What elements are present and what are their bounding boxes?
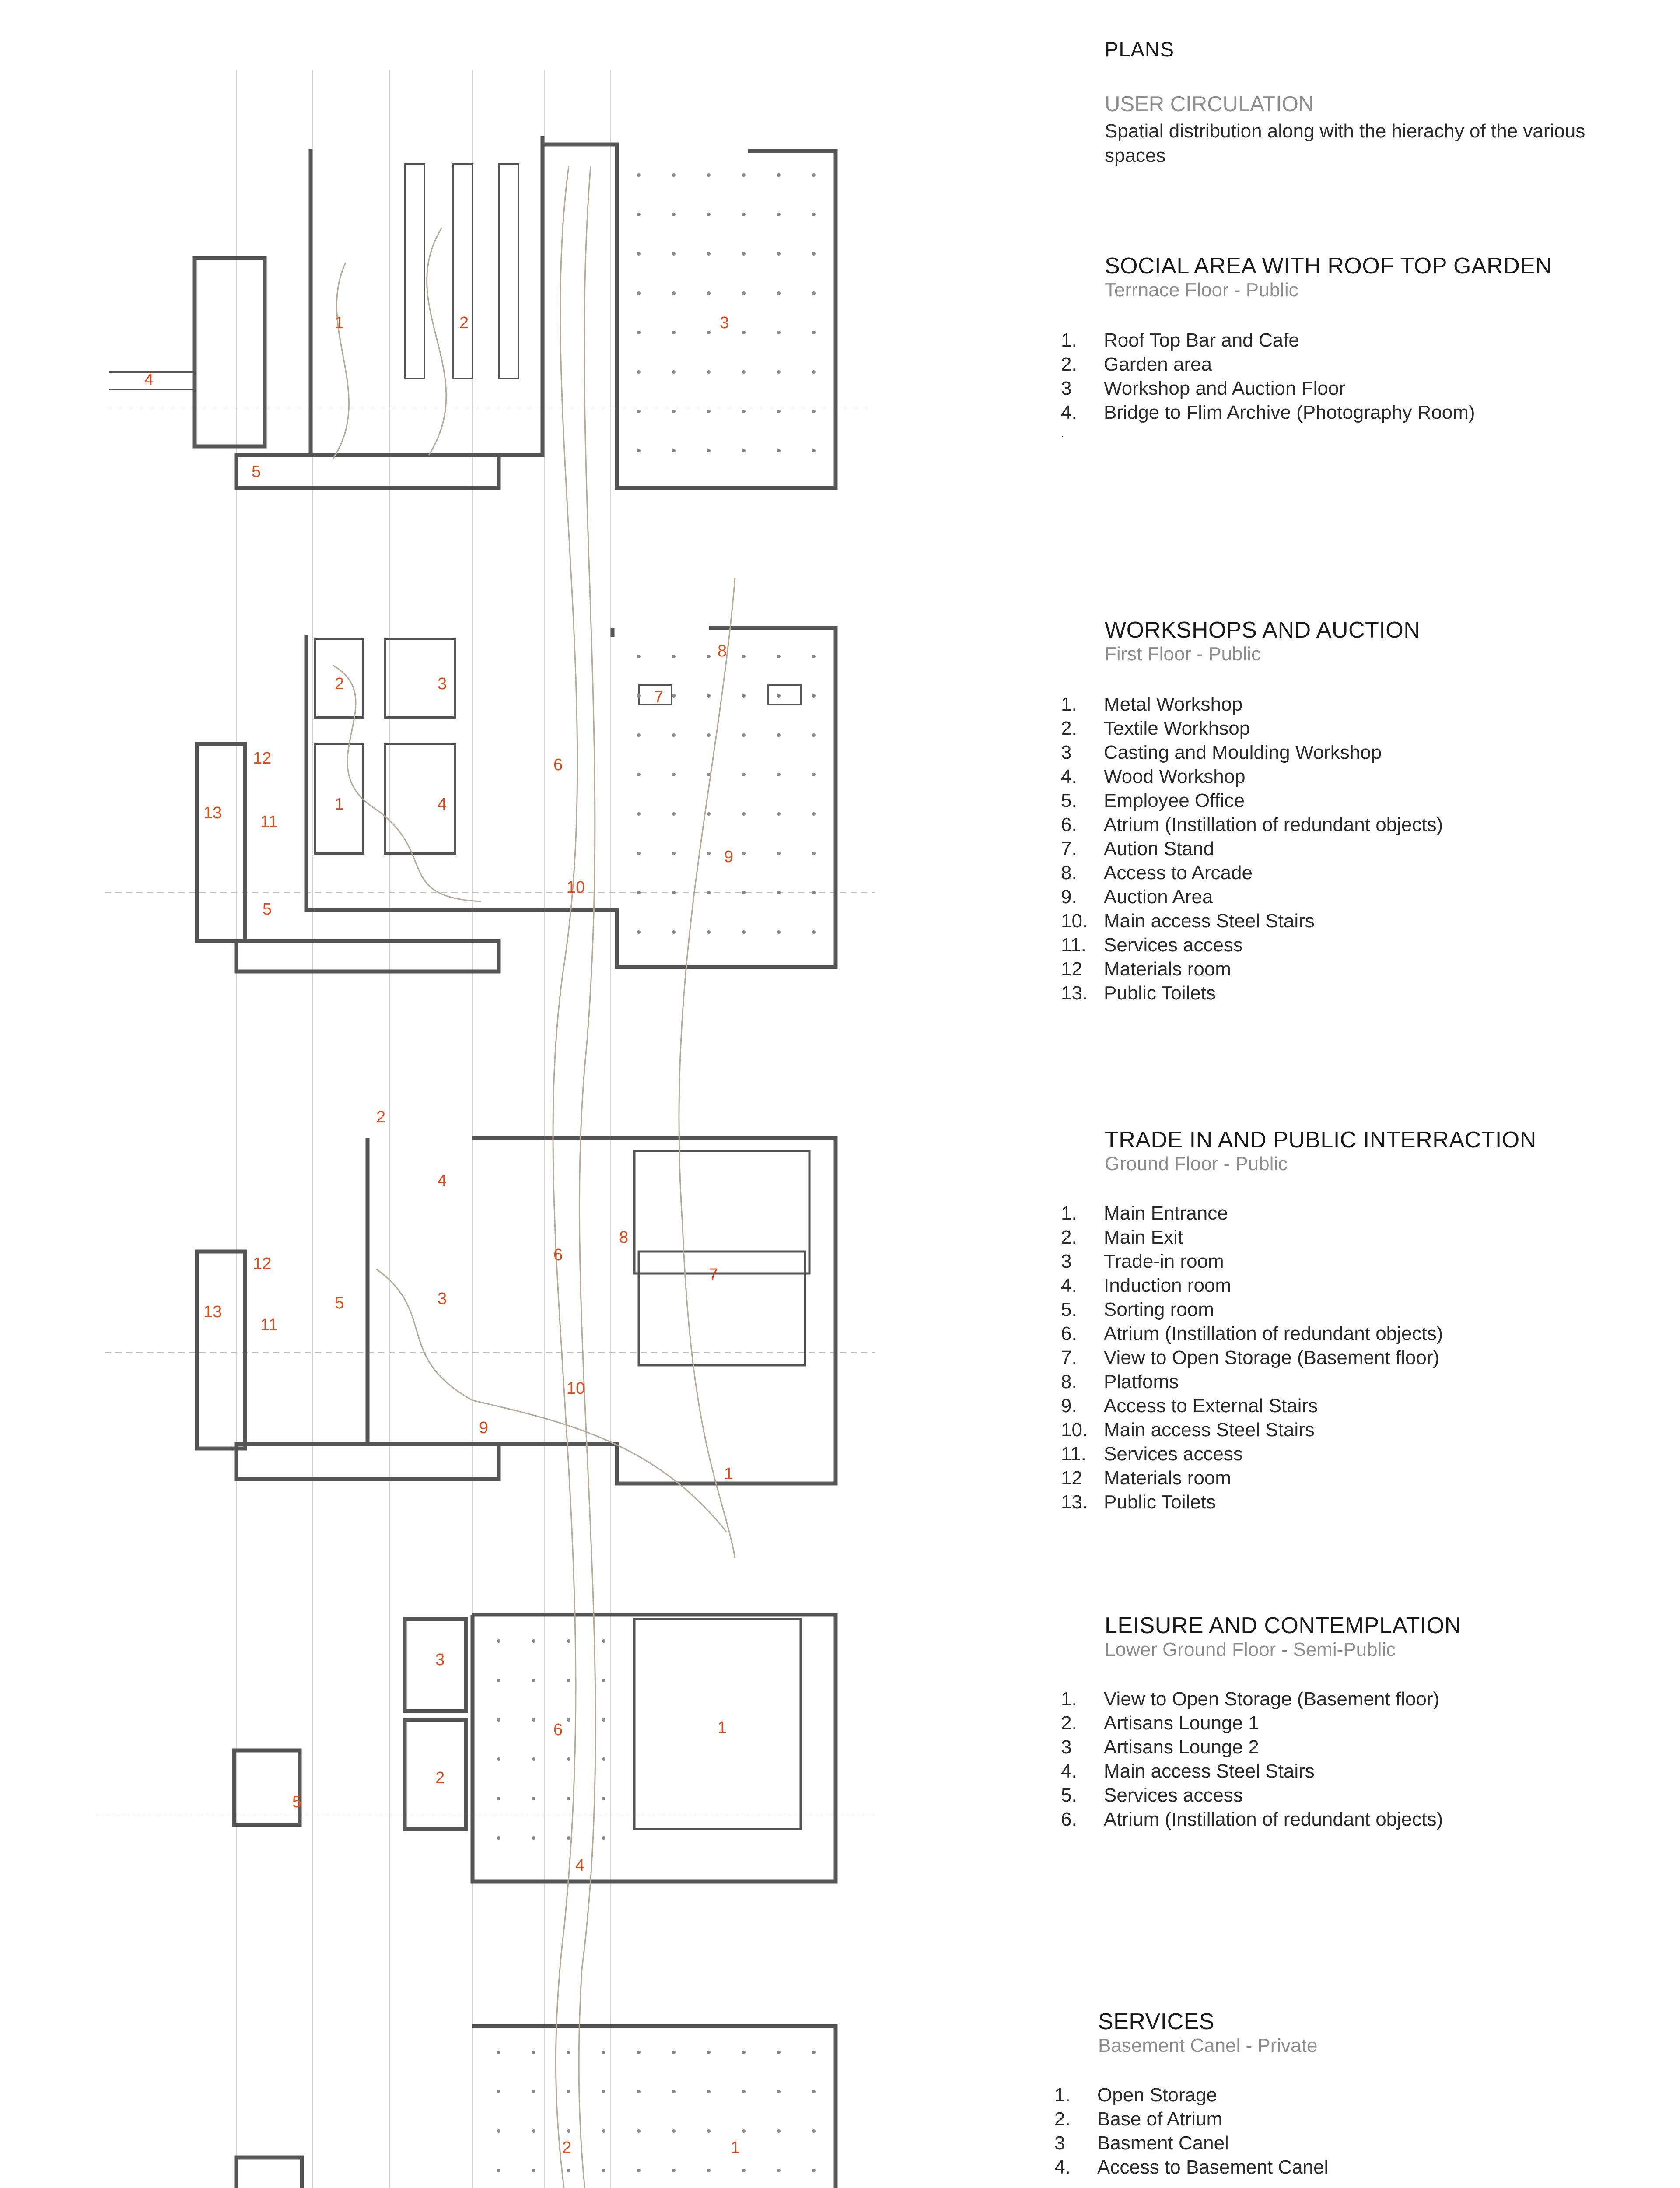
column-dot	[672, 930, 676, 934]
plan-label: 1	[335, 314, 344, 332]
plan-label: 4	[575, 1856, 585, 1875]
column-dot	[637, 291, 640, 295]
column-dot	[777, 812, 780, 816]
column-dot	[567, 2129, 570, 2133]
legend-item: 8. Access to Arcade	[1061, 862, 1253, 884]
column-dot	[602, 1757, 606, 1761]
legend-item: 1. View to Open Storage (Basement floor)	[1061, 1688, 1440, 1710]
basement-plan	[236, 2026, 836, 2188]
column-dot	[497, 1836, 500, 1840]
legend-item: 3 Artisans Lounge 2	[1061, 1736, 1259, 1758]
column-dot	[672, 852, 676, 855]
column-dot	[602, 2169, 606, 2172]
legend-item: 3 Casting and Moulding Workshop	[1061, 742, 1382, 763]
column-dot	[567, 1679, 570, 1682]
legend-item: 5. Employee Office	[1061, 790, 1245, 811]
column-dot	[812, 694, 816, 698]
column-dot	[672, 2090, 676, 2093]
section-subtitle: Terrnace Floor - Public	[1105, 279, 1298, 301]
column-dot	[672, 291, 676, 295]
column-dot	[637, 213, 640, 216]
column-dot	[602, 1718, 606, 1722]
column-dot	[742, 252, 746, 256]
legend-item: 7. View to Open Storage (Basement floor)	[1061, 1347, 1440, 1368]
column-dot	[497, 1757, 500, 1761]
page-title: PLANS	[1105, 38, 1175, 61]
column-dot	[532, 2051, 536, 2054]
legend-item: 5. Sorting room	[1061, 1299, 1214, 1320]
column-dot	[637, 852, 640, 855]
column-dot	[532, 1757, 536, 1761]
legend-item: 6. Atrium (Instillation of redundant objects)	[1061, 814, 1443, 835]
legend-item: 6. Atrium (Instillation of redundant objects)	[1061, 1323, 1443, 1344]
column-dot	[637, 2169, 640, 2172]
legend-item: 11. Services access	[1061, 934, 1243, 956]
column-dot	[777, 733, 780, 737]
column-dot	[707, 173, 710, 177]
legend-item: 1. Open Storage	[1054, 2084, 1217, 2106]
column-dot	[532, 1679, 536, 1682]
legend-item: 2. Main Exit	[1061, 1227, 1183, 1248]
column-dot	[707, 812, 710, 816]
plan-label: 5	[262, 900, 272, 919]
column-dot	[812, 291, 816, 295]
section-subtitle: Lower Ground Floor - Semi-Public	[1105, 1639, 1396, 1660]
section-legend	[1061, 1687, 1443, 1831]
section-title: WORKSHOPS AND AUCTION	[1105, 617, 1421, 643]
column-dot	[707, 370, 710, 374]
column-dot	[497, 2090, 500, 2093]
column-dot	[777, 331, 780, 334]
column-dot	[637, 812, 640, 816]
legend-item: 2. Artisans Lounge 1	[1061, 1712, 1259, 1734]
column-dot	[707, 213, 710, 216]
column-dot	[567, 2090, 570, 2093]
plan-label: 1	[718, 1718, 727, 1737]
column-dot	[637, 733, 640, 737]
column-dot	[742, 370, 746, 374]
column-dot	[707, 2129, 710, 2133]
legend-item: 2. Base of Atrium	[1054, 2108, 1223, 2130]
first-floor-plan	[197, 628, 836, 971]
legend-item: 5. Services access	[1061, 1785, 1243, 1806]
column-dot	[812, 812, 816, 816]
column-dot	[637, 173, 640, 177]
legend-item: 4. Bridge to Flim Archive (Photography Room)	[1061, 402, 1475, 423]
column-dot	[497, 1797, 500, 1800]
column-dot	[742, 852, 746, 855]
ground-floor-labels	[203, 1108, 733, 1483]
column-dot	[672, 449, 676, 452]
column-dot	[777, 449, 780, 452]
section-title: SOCIAL AREA WITH ROOF TOP GARDEN	[1105, 253, 1552, 279]
column-dot	[707, 733, 710, 737]
column-dot	[812, 449, 816, 452]
legend-item: 4. Access to Basement Canel	[1054, 2156, 1329, 2178]
column-dot	[637, 252, 640, 256]
plan-label: 4	[438, 1171, 447, 1190]
plan-label: 10	[567, 878, 585, 897]
plan-label: 6	[553, 1246, 563, 1264]
column-dot	[532, 2090, 536, 2093]
column-dot	[567, 2051, 570, 2054]
section-legend	[1061, 692, 1443, 1005]
column-dot	[567, 1797, 570, 1800]
column-dot	[532, 1797, 536, 1800]
column-dot	[672, 410, 676, 413]
column-dot	[532, 1836, 536, 1840]
column-dot	[497, 2051, 500, 2054]
column-dot	[742, 773, 746, 776]
column-dot	[707, 852, 710, 855]
column-dot	[637, 930, 640, 934]
column-dot	[602, 1639, 606, 1643]
first-floor-labels	[203, 642, 733, 919]
plan-label: 2	[459, 314, 469, 332]
user-circulation-paths	[332, 166, 735, 2188]
legend-item: 8. Platfoms	[1061, 1371, 1179, 1392]
legend-item: 3 Trade-in room	[1061, 1251, 1224, 1272]
column-dot	[777, 291, 780, 295]
legend-item: 1. Metal Workshop	[1061, 694, 1243, 715]
section-subtitle: First Floor - Public	[1105, 643, 1261, 665]
plan-label: 12	[253, 1255, 272, 1273]
plan-label: 11	[260, 1316, 278, 1334]
column-dot	[532, 1639, 536, 1643]
construction-grid	[236, 70, 610, 2188]
column-dot	[707, 2169, 710, 2172]
plan-label: 6	[553, 756, 563, 774]
plan-label: 4	[144, 371, 154, 389]
plan-label: 9	[724, 848, 734, 866]
plan-label: 10	[567, 1379, 585, 1398]
column-dot	[777, 773, 780, 776]
column-dot	[672, 331, 676, 334]
plan-label: 5	[292, 1793, 302, 1811]
legend-item: .	[1061, 427, 1064, 440]
legend-item: 1. Main Entrance	[1061, 1203, 1228, 1224]
legend-item: 7. Aution Stand	[1061, 838, 1214, 859]
circulation-subtitle: USER CIRCULATION	[1105, 92, 1314, 116]
column-dot	[777, 213, 780, 216]
column-dot	[812, 655, 816, 658]
plan-label: 3	[720, 314, 729, 332]
column-dot	[532, 2169, 536, 2172]
legend-item: 9. Auction Area	[1061, 886, 1213, 908]
column-dot	[672, 2051, 676, 2054]
column-dot	[812, 2090, 816, 2093]
column-dot	[707, 655, 710, 658]
column-dot	[602, 2090, 606, 2093]
column-dot	[497, 2169, 500, 2172]
column-dot	[812, 410, 816, 413]
column-dot	[567, 1836, 570, 1840]
legend-item: 6. Atrium (Instillation of redundant objects)	[1061, 1809, 1443, 1830]
basement-labels	[292, 2139, 740, 2188]
column-dot	[812, 2169, 816, 2172]
column-dot	[742, 655, 746, 658]
column-dot	[602, 2129, 606, 2133]
column-dot	[637, 2129, 640, 2133]
column-dot	[742, 694, 746, 698]
column-dot	[707, 891, 710, 894]
plan-label: 2	[376, 1108, 386, 1126]
column-dot	[672, 694, 676, 698]
column-dot	[742, 173, 746, 177]
column-dot	[812, 2129, 816, 2133]
plan-label: 5	[335, 1294, 344, 1312]
column-dot	[672, 891, 676, 894]
ground-floor-plan	[197, 1138, 836, 1483]
plan-label: 12	[253, 749, 272, 768]
column-dot	[637, 449, 640, 452]
column-dot	[777, 2090, 780, 2093]
column-dot	[777, 655, 780, 658]
column-dot	[707, 331, 710, 334]
column-dot	[672, 773, 676, 776]
column-dot	[742, 213, 746, 216]
column-dot	[742, 331, 746, 334]
column-dot	[602, 2051, 606, 2054]
legend-item: 11. Services access	[1061, 1443, 1243, 1465]
column-dot	[812, 852, 816, 855]
column-dot	[777, 252, 780, 256]
plan-label: 9	[479, 1419, 489, 1437]
column-dot	[672, 370, 676, 374]
section-subtitle: Ground Floor - Public	[1105, 1153, 1288, 1175]
column-dot	[742, 2051, 746, 2054]
column-dot	[602, 1836, 606, 1840]
column-dot	[707, 449, 710, 452]
column-dot	[672, 213, 676, 216]
column-dot	[637, 410, 640, 413]
circulation-description: Spatial distribution along with the hierachy of the various spaces	[1105, 120, 1586, 166]
column-dot	[742, 2169, 746, 2172]
column-dot	[672, 2169, 676, 2172]
column-dot	[672, 812, 676, 816]
lower-ground-floor-plan	[234, 1615, 836, 1882]
column-dot	[777, 930, 780, 934]
column-dot	[777, 852, 780, 855]
column-dot	[707, 252, 710, 256]
column-dot	[602, 1679, 606, 1682]
legend-item: 10. Main access Steel Stairs	[1061, 1419, 1315, 1441]
column-dot	[777, 370, 780, 374]
plan-label: 3	[438, 675, 447, 693]
column-dot	[812, 891, 816, 894]
column-dot	[742, 891, 746, 894]
plan-label: 1	[335, 795, 344, 813]
legend-item: 12 Materials room	[1061, 958, 1231, 980]
column-dot	[742, 410, 746, 413]
column-dot	[497, 1679, 500, 1682]
section-subtitle: Basement Canel - Private	[1098, 2035, 1318, 2056]
legend-item: 2. Garden area	[1061, 354, 1212, 375]
legend-item: 3 Workshop and Auction Floor	[1061, 378, 1345, 399]
column-dot	[742, 449, 746, 452]
plan-label: 5	[252, 463, 261, 481]
column-dot	[742, 291, 746, 295]
plan-label: 1	[724, 1465, 734, 1483]
column-dot	[497, 1639, 500, 1643]
column-dot	[812, 213, 816, 216]
column-dot	[637, 331, 640, 334]
column-dot	[532, 1718, 536, 1722]
column-dot	[497, 1718, 500, 1722]
section-title: SERVICES	[1098, 2009, 1215, 2034]
column-dot	[812, 930, 816, 934]
column-dot	[707, 2090, 710, 2093]
section-legend	[1061, 1201, 1443, 1514]
plan-label: 2	[435, 1769, 445, 1787]
plan-label: 6	[553, 1721, 563, 1739]
column-dot	[672, 2129, 676, 2133]
column-dot	[812, 331, 816, 334]
legend-item: 12 Materials room	[1061, 1467, 1231, 1489]
column-dot	[567, 1718, 570, 1722]
lower-ground-labels	[292, 1651, 727, 1875]
plan-label: 2	[562, 2139, 572, 2157]
column-dot	[567, 2169, 570, 2172]
column-dot	[777, 694, 780, 698]
legend-item: 2. Textile Workhsop	[1061, 718, 1250, 739]
plan-label: 4	[438, 795, 447, 813]
plan-label: 1	[731, 2139, 740, 2157]
column-dot	[637, 773, 640, 776]
plan-label: 11	[260, 813, 278, 831]
legend-item: 3 Basment Canel	[1054, 2132, 1229, 2154]
column-dot	[637, 2051, 640, 2054]
section-legend	[1054, 2083, 1328, 2179]
column-dot	[707, 410, 710, 413]
plan-label: 8	[718, 642, 727, 660]
column-dot	[777, 410, 780, 413]
column-dot	[777, 891, 780, 894]
column-dot	[777, 2129, 780, 2133]
plan-label: 7	[654, 688, 664, 706]
legend-item: 4. Wood Workshop	[1061, 766, 1246, 787]
column-dot	[707, 694, 710, 698]
plan-label: 2	[335, 675, 344, 693]
column-dot	[812, 733, 816, 737]
column-dot	[777, 173, 780, 177]
column-dot	[637, 2090, 640, 2093]
column-dot	[672, 173, 676, 177]
legend-item: 13. Public Toilets	[1061, 982, 1216, 1004]
column-dot	[742, 2129, 746, 2133]
column-dot	[742, 733, 746, 737]
plan-label: 3	[438, 1290, 447, 1308]
column-dot	[777, 2051, 780, 2054]
column-dot	[567, 1639, 570, 1643]
legend-item: 1. Roof Top Bar and Cafe	[1061, 330, 1299, 351]
legend-item: 13. Public Toilets	[1061, 1491, 1216, 1513]
legend-item: 10. Main access Steel Stairs	[1061, 910, 1315, 932]
column-dot	[497, 2129, 500, 2133]
column-dot	[672, 733, 676, 737]
plan-label: 13	[203, 1303, 222, 1321]
column-dot	[567, 1757, 570, 1761]
column-dot	[812, 370, 816, 374]
column-dot	[707, 2051, 710, 2054]
column-dot	[637, 370, 640, 374]
column-dot	[812, 252, 816, 256]
column-dot	[637, 891, 640, 894]
column-dot	[637, 694, 640, 698]
column-dot	[777, 2169, 780, 2172]
column-dot	[812, 773, 816, 776]
legend-item: 4. Main access Steel Stairs	[1061, 1760, 1315, 1782]
column-dot	[742, 812, 746, 816]
column-dot	[742, 930, 746, 934]
plan-label: 3	[435, 1651, 445, 1669]
column-dot	[812, 173, 816, 177]
section-title: TRADE IN AND PUBLIC INTERRACTION	[1105, 1127, 1536, 1153]
section-title: LEISURE AND CONTEMPLATION	[1105, 1613, 1461, 1638]
column-dot	[532, 2129, 536, 2133]
column-dot	[707, 930, 710, 934]
column-dot	[672, 252, 676, 256]
plan-label: 7	[709, 1266, 718, 1284]
plan-label: 8	[619, 1228, 629, 1247]
datum-lines	[96, 407, 875, 2188]
plan-label: 13	[203, 804, 222, 822]
legend-item: 9. Access to External Stairs	[1061, 1395, 1318, 1417]
column-dot	[812, 2051, 816, 2054]
section-legend	[1061, 328, 1475, 442]
column-dot	[672, 655, 676, 658]
column-dot	[742, 2090, 746, 2093]
column-dot	[707, 291, 710, 295]
column-dot	[602, 1797, 606, 1800]
legend-item: 4. Induction room	[1061, 1275, 1232, 1296]
column-dot	[637, 655, 640, 658]
